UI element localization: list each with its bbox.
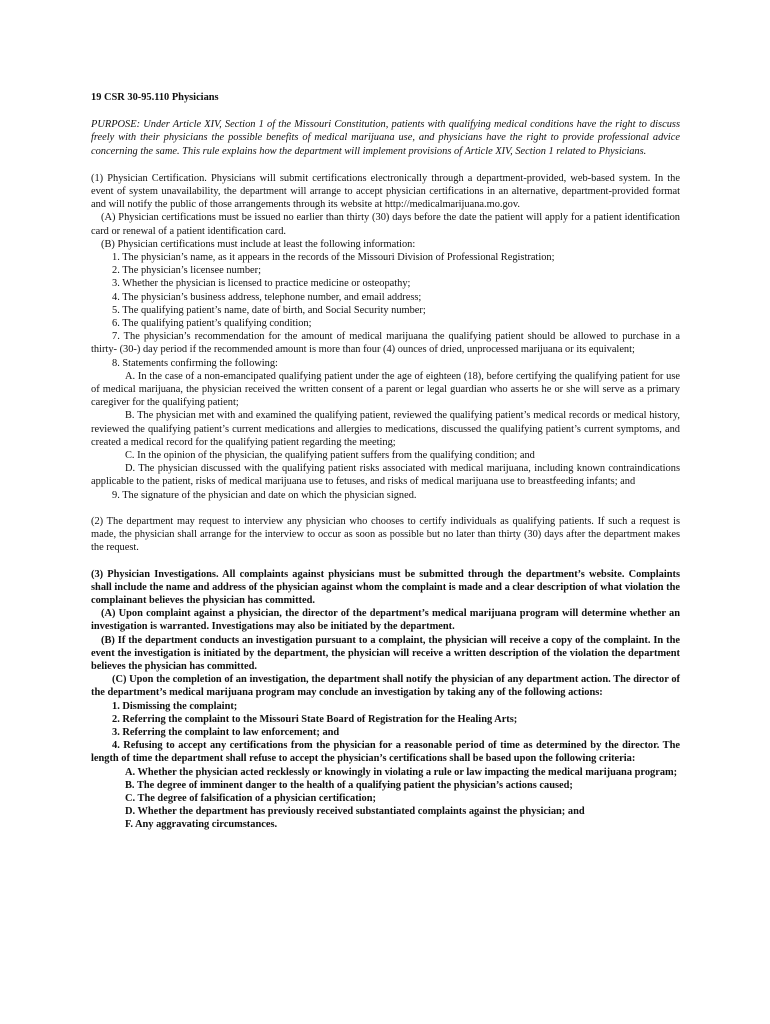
sub-list-item: B. The physician met with and examined the qualifying patient, reviewed the qualifying patient’s medical records or medical history, reviewed the qualifying patient’s current medications and allergies to medications, discussed the qualifying patient’s current symptoms, and created a medical record for the qualifying patient regarding the meeting; (91, 410, 680, 448)
sub-list-item: F. Any aggravating circumstances. (125, 819, 278, 831)
section-3-a: (A) Upon complaint against a physician, the director of the department’s medical marijuana program will determine whether an investigation is warranted. Investigations may also be initiated by the department. (91, 608, 680, 633)
section-2 (91, 515, 680, 555)
list-item: 6. The qualifying patient’s qualifying condition; (112, 318, 312, 330)
section-1-a: (A) Physician certifications must be issued no earlier than thirty (30) days before the date the patient will apply for a patient identification card or renewal of a patient identification card. (91, 212, 680, 237)
sub-list-item: D. Whether the department has previously received substantiated complaints against the physician; and (125, 806, 585, 818)
list-item: 2. Referring the complaint to the Missouri State Board of Registration for the Healing Arts; (112, 713, 518, 725)
list-item: 3. Whether the physician is licensed to practice medicine or osteopathy; (112, 278, 411, 290)
document-page (91, 91, 680, 832)
list-item: 4. Refusing to accept any certifications from the physician for a reasonable period of time as determined by the director. The length of time the department shall refuse to accept the physician’s certifications shall be based upon the following criteria: (91, 740, 680, 765)
list-item: 5. The qualifying patient’s name, date of birth, and Social Security number; (112, 304, 426, 316)
list-item: 9. The signature of the physician and date on which the physician signed. (112, 489, 417, 501)
list-item: 1. The physician’s name, as it appears in the records of the Missouri Division of Professional Registration; (112, 252, 555, 264)
sub-list-item: B. The degree of imminent danger to the health of a qualifying patient the physician’s actions caused; (125, 779, 573, 791)
sub-list-item: C. In the opinion of the physician, the qualifying patient suffers from the qualifying condition; and (125, 450, 535, 462)
sub-list-item: A. Whether the physician acted recklessly or knowingly in violating a rule or law impacting the medical marijuana program; (125, 766, 678, 778)
section-1-b: (B) Physician certifications must include at least the following information: (101, 238, 416, 250)
section-1 (91, 172, 680, 502)
sub-list-item: A. In the case of a non-emancipated qualifying patient under the age of eighteen (18), before certifying the qualifying patient for use of medical marijuana, the physician received the written consent of a parent or legal guardian who asserts he or she will serve as a primary caregiver for the qualifying patient; (91, 370, 680, 409)
section-3-b: (B) If the department conducts an investigation pursuant to a complaint, the physician will receive a copy of the complaint. In the event the investigation is initiated by the department, the physician will receive a written description of the violation the department believes the physician has committed. (91, 634, 680, 672)
section-3-c: (C) Upon the completion of an investigation, the department shall notify the physician of any department action. The director of the department’s medical marijuana program may conclude an investigation by taking any of the following actions: (91, 674, 680, 699)
section-3 (91, 568, 680, 832)
sub-list-item: C. The degree of falsification of a physician certification; (125, 792, 376, 804)
list-item: 8. Statements confirming the following: (112, 357, 278, 369)
sub-list-item: D. The physician discussed with the qualifying patient risks associated with medical marijuana, including known contraindications applicable to the patient, risks of medical marijuana use to fetuses, and risks of medical marijuana use to breastfeeding infants; and (91, 463, 680, 488)
section-2-text: (2) The department may request to interview any physician who chooses to certify individuals as qualifying patients. If such a request is made, the physician shall arrange for the interview to occur as soon as possible but no later than thirty (30) days after the department makes the request. (91, 515, 680, 554)
section-3-intro: (3) Physician Investigations. All complaints against physicians must be submitted through the department’s website. Complaints shall include the name and address of the physician against whom the complaint is made and a clear description of what violation the complainant believes the physician has committed. (91, 568, 680, 606)
list-item: 2. The physician’s licensee number; (112, 265, 261, 277)
list-item: 7. The physician’s recommendation for the amount of medical marijuana the qualifying patient should be allowed to purchase in a thirty- (30-) day period if the recommended amount is more than four (4) ounces of dried, unprocessed marijuana or its equivalent; (91, 331, 680, 356)
section-1-intro: (1) Physician Certification. Physicians will submit certifications electronically through a department-provided, web-based system. In the event of system unavailability, the department will arrange to accept physician certifications in an alternative, department-provided format and will notify the public of those arrangements through its website at http://medicalmarijuana.mo.gov. (91, 172, 680, 211)
list-item: 3. Referring the complaint to law enforcement; and (112, 726, 340, 738)
list-item: 4. The physician’s business address, telephone number, and email address; (112, 291, 422, 303)
list-item: 1. Dismissing the complaint; (112, 700, 238, 712)
purpose-paragraph: PURPOSE: Under Article XIV, Section 1 of the Missouri Constitution, patients with qualifying medical conditions have the right to discuss freely with their physicians the possible benefits of medical marijuana use, and physicians have the right to provide professional advice concerning the same. This rule explains how the department will implement provisions of Article XIV, Section 1 related to Physicians. (91, 119, 680, 157)
document-title: 19 CSR 30-95.110 Physicians (91, 92, 219, 103)
